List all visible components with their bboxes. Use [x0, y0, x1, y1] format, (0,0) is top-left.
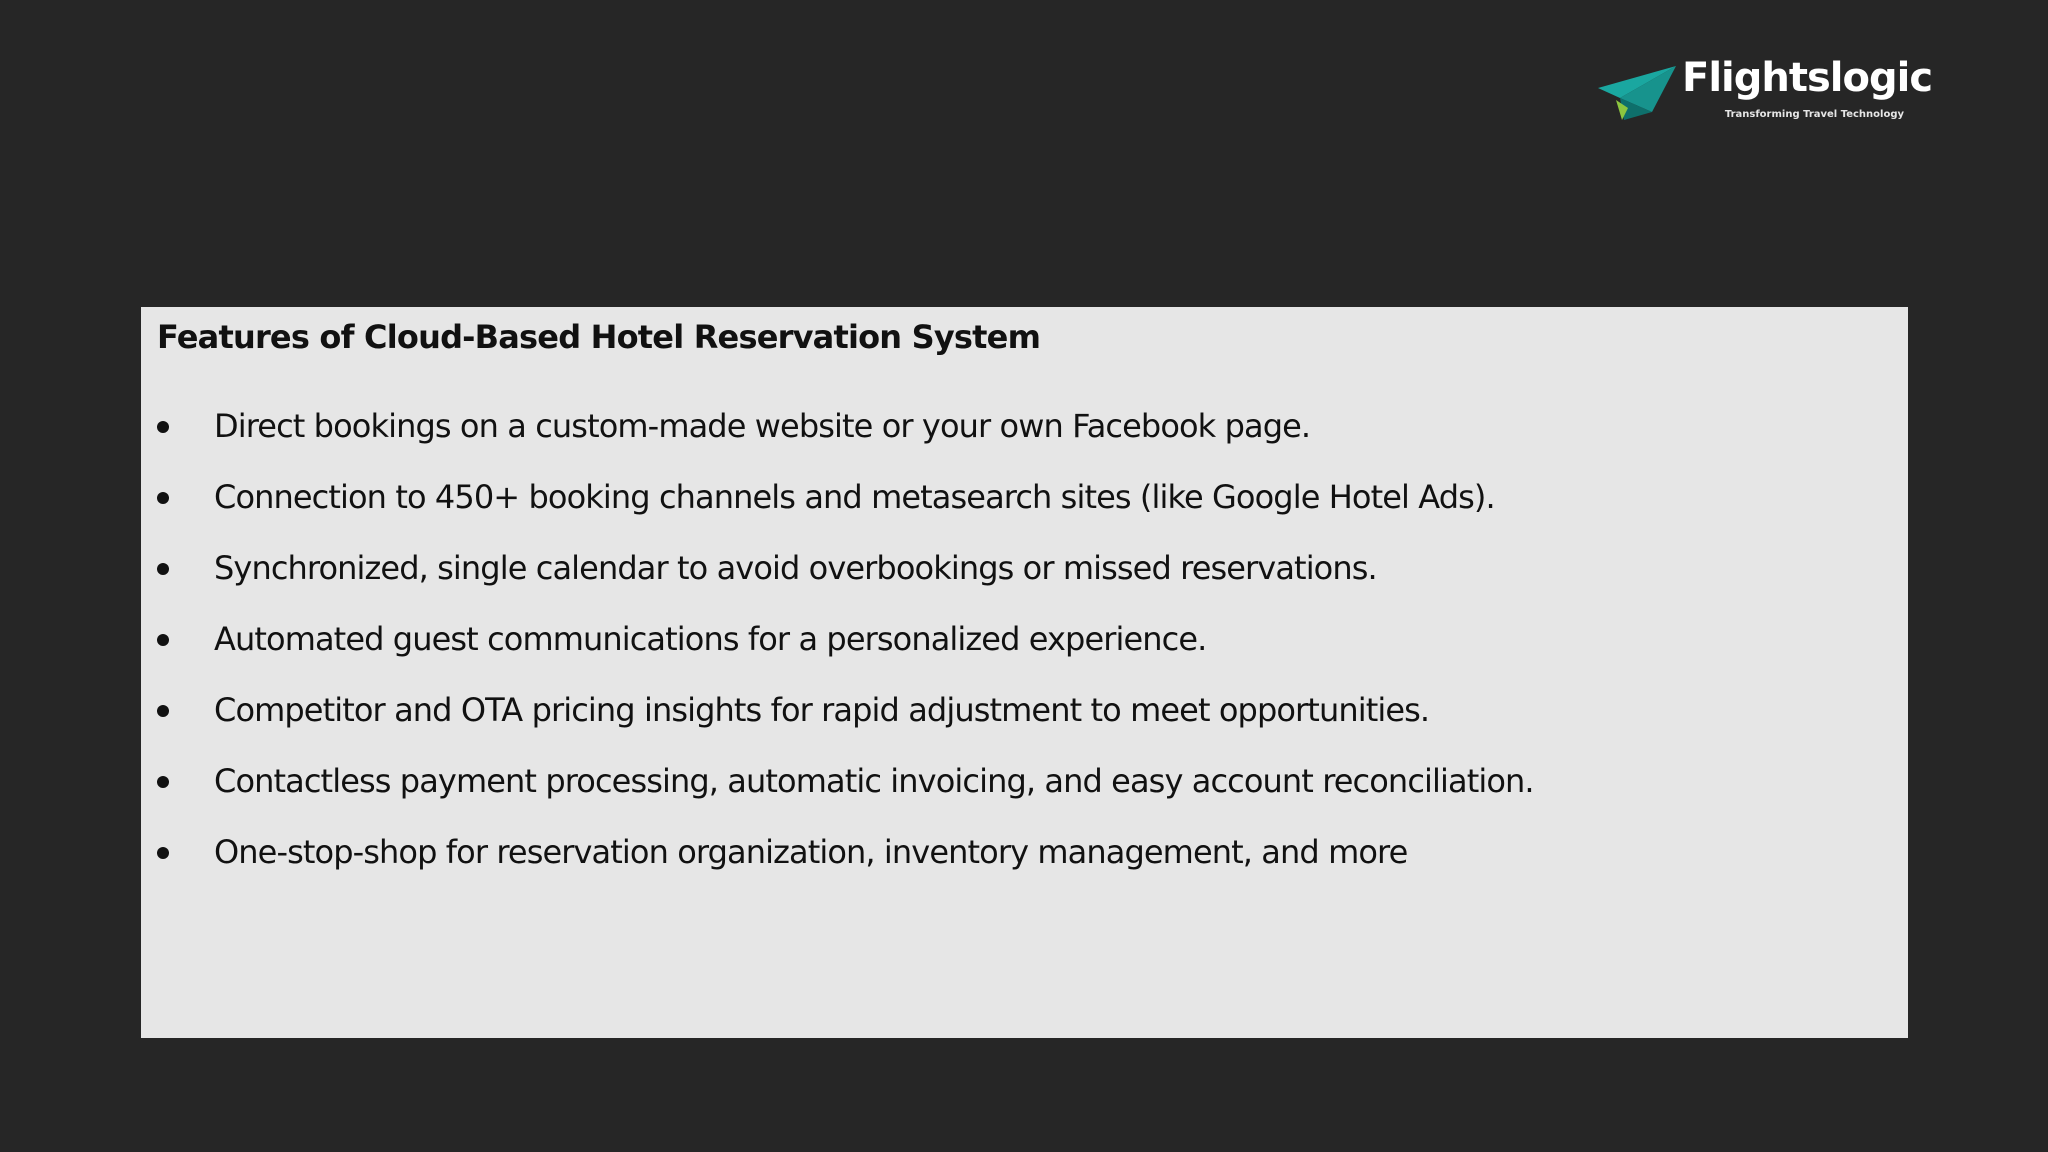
bullet-icon — [157, 705, 169, 717]
bullet-icon — [157, 776, 169, 788]
list-item-text: One-stop-shop for reservation organization, inventory management, and more — [214, 833, 1408, 871]
list-item-text: Connection to 450+ booking channels and metasearch sites (like Google Hotel Ads). — [214, 478, 1495, 516]
brand-logo — [1598, 55, 1933, 126]
list-item-text: Synchronized, single calendar to avoid overbookings or missed reservations. — [214, 549, 1377, 587]
brand-tagline: Transforming Travel Technology — [1724, 109, 1904, 120]
list-item-text: Competitor and OTA pricing insights for rapid adjustment to meet opportunities. — [214, 691, 1430, 729]
bullet-icon — [157, 847, 169, 859]
panel-title: Features of Cloud-Based Hotel Reservation System — [157, 318, 1041, 356]
bullet-icon — [157, 634, 169, 646]
brand-name: Flightslogic — [1682, 55, 1933, 101]
paper-plane-icon — [1598, 64, 1678, 120]
list-item-text: Direct bookings on a custom-made website or your own Facebook page. — [214, 407, 1311, 445]
bullet-icon — [157, 563, 169, 575]
bullet-icon — [157, 421, 169, 433]
list-item-text: Automated guest communications for a personalized experience. — [214, 620, 1207, 658]
features-panel — [141, 307, 1908, 1038]
list-item-text: Contactless payment processing, automatic invoicing, and easy account reconciliation. — [214, 762, 1534, 800]
bullet-icon — [157, 492, 169, 504]
